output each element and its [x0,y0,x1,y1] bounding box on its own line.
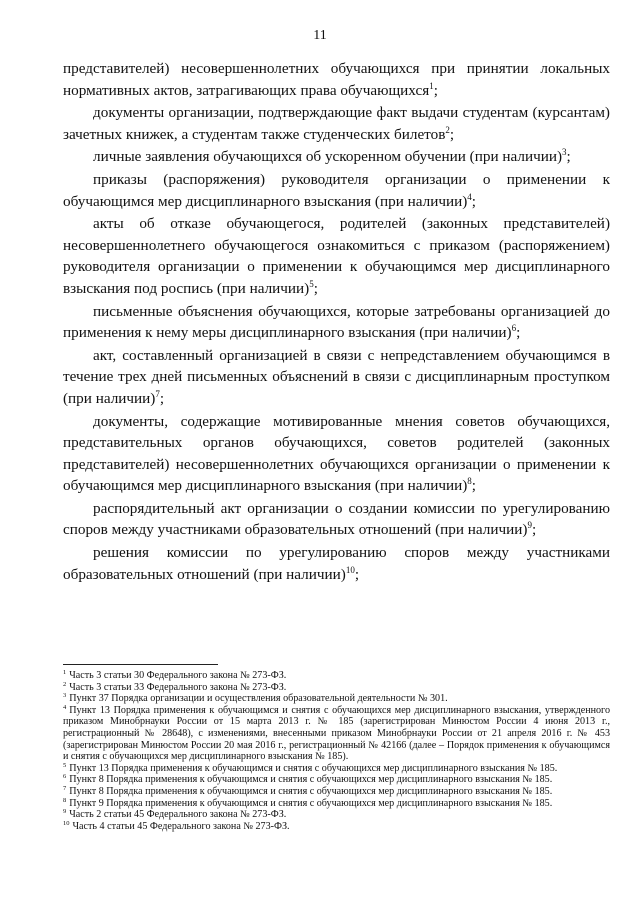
footnote [63,763,610,775]
paragraph [63,498,610,541]
paragraph-punctuation: ; [159,389,165,407]
footnote-text: Часть 3 статьи 33 Федерального закона № 273-ФЗ. [69,681,287,693]
footnote-text: Часть 4 статьи 45 Федерального закона № 273-ФЗ. [72,820,290,832]
paragraph-text: личные заявления обучающихся об ускоренном обучении (при наличии) [93,148,563,166]
footnote [63,798,610,810]
footnote [63,670,610,682]
paragraph [63,58,610,101]
footnote-reference: 8 [467,476,472,487]
footnote-number: 8 [63,796,67,804]
paragraph-text: распорядительный акт организации о создании комиссии по урегулированию споров между участниками образовательных отношений (при наличии) [63,499,610,539]
footnote-number: 2 [63,680,67,688]
footnote-text: Часть 2 статьи 45 Федерального закона № 273-ФЗ. [69,809,287,821]
footnote [63,786,610,798]
paragraph-text: приказы (распоряжения) руководителя организации о применении к обучающимся мер дисциплинарного взыскания (при наличии) [63,170,610,210]
paragraph-punctuation: ; [531,521,537,539]
footnote-reference: 4 [467,191,472,202]
footnote-text: Пункт 13 Порядка применения к обучающимся и снятия с обучающихся мер дисциплинарного взыскания № 185. [69,762,558,774]
paragraph-punctuation: ; [471,192,477,210]
body-text [63,58,610,586]
paragraph-punctuation: ; [471,477,477,495]
footnote-reference: 1 [429,80,434,91]
footnote-text: Часть 3 статьи 30 Федерального закона № 273-ФЗ. [69,670,287,681]
footnotes [63,670,610,832]
paragraph [63,542,610,585]
paragraph-punctuation: ; [433,81,438,99]
footnote-number: 5 [63,761,67,769]
paragraph-punctuation: ; [449,125,455,143]
footnote-reference: 5 [309,278,314,289]
footnote-text: Пункт 9 Порядка применения к обучающимся и снятия с обучающихся мер дисциплинарного взыскания № 185. [69,797,553,809]
paragraph-text: представителей) несовершеннолетних обучающихся при принятии локальных нормативных актов, затрагивающих права обучающихся [63,60,610,99]
footnote-text: Пункт 37 Порядка организации и осуществления образовательной деятельности № 301. [69,693,448,705]
paragraph-punctuation: ; [354,565,360,583]
paragraph [63,169,610,212]
paragraph [63,411,610,497]
footnote [63,809,610,821]
paragraph-text: решения комиссии по урегулированию споров между участниками образовательных отношений (при наличии) [63,544,610,583]
paragraph-punctuation: ; [566,148,571,166]
paragraph-text: акт, составленный организацией в связи с непредставлением обучающимся в течение трех дней письменных объяснений в связи с дисциплинарным проступком (при наличии) [63,346,610,407]
footnote-reference: 10 [345,564,355,575]
footnote-text: Пункт 8 Порядка применения к обучающимся и снятия с обучающихся мер дисциплинарного взыскания № 185. [69,785,553,797]
page-number: 11 [313,28,327,43]
footnote-number: 10 [63,819,70,827]
footnote-number: 1 [63,669,67,676]
paragraph [63,146,610,168]
footnote-reference: 7 [155,388,160,399]
footnote-reference: 3 [562,147,567,158]
paragraph-text: акты об отказе обучающегося, родителей (законных представителей) несовершеннолетнего обучающегося ознакомиться с приказом (распоряжением) руководителя организации о применении к обучающимся мер дисциплинарного взыскания под роспись (при наличии) [63,215,610,297]
footnote-number: 7 [63,784,67,792]
footnote [63,774,610,786]
footnote-number: 6 [63,773,67,781]
footnote [63,693,610,705]
footnote-number: 3 [63,692,67,700]
paragraph-punctuation: ; [516,324,521,342]
footnote-number: 9 [63,808,67,816]
footnote-reference: 2 [445,124,450,135]
paragraph [63,102,610,145]
footnote-reference: 9 [527,520,532,531]
paragraph-punctuation: ; [313,279,318,297]
paragraph [63,213,610,299]
footnote [63,682,610,694]
footnote-text: Пункт 13 Порядка применения к обучающимся и снятия с обучающихся мер дисциплинарного взыскания, утвержденного приказом Минобрнауки России от 15 марта 2013 г. № 185 (зарегистрирован Минюстом России 4 июня 2013 г., регистрационный № 28648), с изменениями, внесенными приказом Минобрнауки России от 21 апреля 2016 г. № 453 (зарегистрирован Минюстом России 20 мая 2016 г., регистрационный № 42166 (далее – Порядок применения к обучающимся и снятия с обучающихся мер дисциплинарного взыскания № 185). [63,704,610,763]
paragraph-text: письменные объяснения обучающихся, которые затребованы организацией до применения к нему меры дисциплинарного взыскания (при наличии) [63,302,610,342]
paragraph [63,301,610,344]
footnote-number: 4 [63,703,67,711]
paragraph-text: документы организации, подтверждающие факт выдачи студентам (курсантам) зачетных книжек, а студентам также студенческих билетов [63,104,610,143]
paragraph-text: документы, содержащие мотивированные мнения советов обучающихся, представительных органов обучающихся, советов родителей (законных представителей) несовершеннолетних обучающихся организации о применении к обучающимся мер дисциплинарного взыскания (при наличии) [63,412,610,495]
paragraph [63,345,610,410]
footnote-separator [63,664,218,665]
footnote-reference: 6 [511,323,517,334]
footnote-text: Пункт 8 Порядка применения к обучающимся и снятия с обучающихся мер дисциплинарного взыскания № 185. [69,774,553,786]
footnote [63,705,610,763]
footnote [63,821,610,833]
